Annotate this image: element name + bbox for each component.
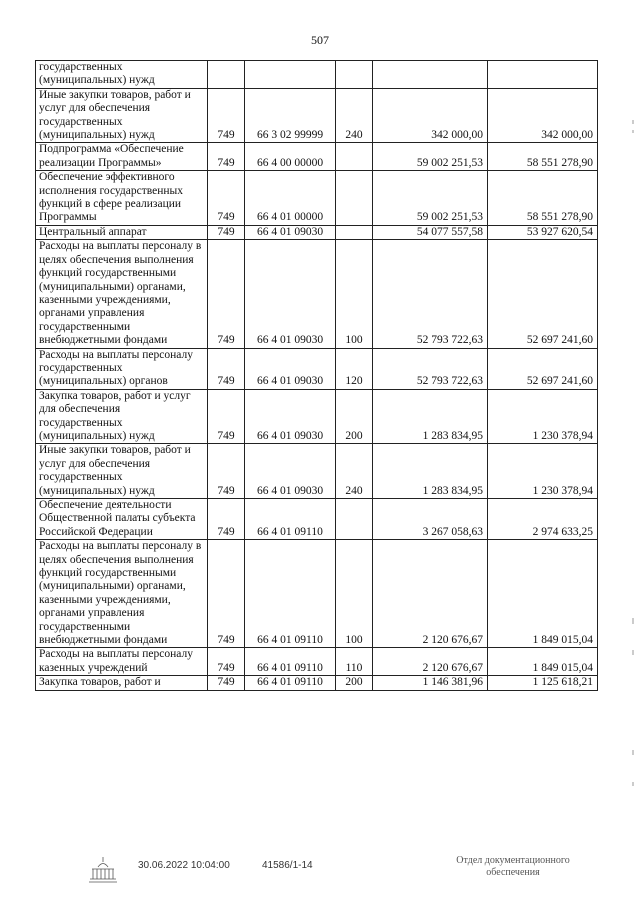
ministry-code: 749 bbox=[208, 143, 245, 171]
expense-type bbox=[336, 143, 373, 171]
expense-type bbox=[336, 499, 373, 540]
target-code: 66 4 00 00000 bbox=[245, 143, 336, 171]
row-name: Расходы на выплаты персоналу казенных учреждений bbox=[36, 648, 208, 676]
table-row bbox=[36, 88, 598, 143]
amount-planned: 52 793 722,63 bbox=[373, 240, 488, 348]
ministry-code: 749 bbox=[208, 444, 245, 499]
amount-executed: 52 697 241,60 bbox=[488, 348, 598, 389]
row-name: Подпрограмма «Обеспечение реализации Программы» bbox=[36, 143, 208, 171]
target-code: 66 4 01 09110 bbox=[245, 676, 336, 690]
amount-executed: 1 849 015,04 bbox=[488, 648, 598, 676]
amount-executed: 342 000,00 bbox=[488, 88, 598, 143]
ministry-code: 749 bbox=[208, 348, 245, 389]
amount-executed bbox=[488, 61, 598, 89]
ministry-code: 749 bbox=[208, 676, 245, 690]
target-code: 66 4 01 09030 bbox=[245, 240, 336, 348]
amount-planned: 52 793 722,63 bbox=[373, 348, 488, 389]
row-name: Центральный аппарат bbox=[36, 225, 208, 239]
amount-executed: 58 551 278,90 bbox=[488, 171, 598, 226]
amount-executed: 1 230 378,94 bbox=[488, 444, 598, 499]
amount-executed: 58 551 278,90 bbox=[488, 143, 598, 171]
amount-planned: 1 283 834,95 bbox=[373, 389, 488, 444]
ministry-code: 749 bbox=[208, 389, 245, 444]
target-code: 66 4 01 00000 bbox=[245, 171, 336, 226]
expense-type: 200 bbox=[336, 389, 373, 444]
target-code bbox=[245, 61, 336, 89]
expense-type bbox=[336, 171, 373, 226]
duma-building-logo-icon bbox=[88, 855, 118, 887]
amount-planned: 3 267 058,63 bbox=[373, 499, 488, 540]
target-code: 66 4 01 09030 bbox=[245, 225, 336, 239]
row-name: Расходы на выплаты персоналу государственных (муниципальных) органов bbox=[36, 348, 208, 389]
target-code: 66 4 01 09030 bbox=[245, 348, 336, 389]
row-name: Обеспечение эффективного исполнения государственных функций в сфере реализации Программы bbox=[36, 171, 208, 226]
row-name: Расходы на выплаты персоналу в целях обеспечения выполнения функций государственными (муниципальными) органами, казенными учреждениями, органами управления государственными внебюджетными фондами bbox=[36, 240, 208, 348]
scan-edge-marks bbox=[630, 110, 636, 810]
amount-planned: 342 000,00 bbox=[373, 88, 488, 143]
footer-datetime: 30.06.2022 10:04:00 bbox=[138, 860, 230, 871]
row-name: Иные закупки товаров, работ и услуг для обеспечения государственных (муниципальных) нужд bbox=[36, 444, 208, 499]
amount-executed: 53 927 620,54 bbox=[488, 225, 598, 239]
amount-planned: 1 146 381,96 bbox=[373, 676, 488, 690]
target-code: 66 4 01 09110 bbox=[245, 499, 336, 540]
row-name: Расходы на выплаты персоналу в целях обеспечения выполнения функций государственными (муниципальными) органами, казенными учреждениями, органами управления государственными внебюджетными фондами bbox=[36, 540, 208, 648]
table-row bbox=[36, 389, 598, 444]
table-row bbox=[36, 171, 598, 226]
expense-type: 110 bbox=[336, 648, 373, 676]
expense-type: 120 bbox=[336, 348, 373, 389]
target-code: 66 4 01 09030 bbox=[245, 444, 336, 499]
ministry-code: 749 bbox=[208, 88, 245, 143]
amount-planned: 59 002 251,53 bbox=[373, 143, 488, 171]
footer-doc-number: 41586/1-14 bbox=[262, 860, 313, 871]
table-row bbox=[36, 225, 598, 239]
target-code: 66 4 01 09110 bbox=[245, 540, 336, 648]
table-row bbox=[36, 499, 598, 540]
amount-planned: 2 120 676,67 bbox=[373, 540, 488, 648]
expense-type: 240 bbox=[336, 88, 373, 143]
ministry-code: 749 bbox=[208, 648, 245, 676]
amount-planned: 1 283 834,95 bbox=[373, 444, 488, 499]
amount-planned: 59 002 251,53 bbox=[373, 171, 488, 226]
table-row bbox=[36, 444, 598, 499]
table-body bbox=[36, 61, 598, 691]
expense-type: 100 bbox=[336, 540, 373, 648]
row-name: Закупка товаров, работ и bbox=[36, 676, 208, 690]
target-code: 66 3 02 99999 bbox=[245, 88, 336, 143]
expense-type: 100 bbox=[336, 240, 373, 348]
expense-type bbox=[336, 61, 373, 89]
table-row bbox=[36, 61, 598, 89]
amount-executed: 2 974 633,25 bbox=[488, 499, 598, 540]
amount-executed: 1 230 378,94 bbox=[488, 389, 598, 444]
table-row bbox=[36, 540, 598, 648]
table-row bbox=[36, 676, 598, 690]
ministry-code: 749 bbox=[208, 540, 245, 648]
expense-type bbox=[336, 225, 373, 239]
expense-type: 200 bbox=[336, 676, 373, 690]
amount-planned bbox=[373, 61, 488, 89]
page-number: 507 bbox=[311, 33, 329, 47]
ministry-code: 749 bbox=[208, 240, 245, 348]
ministry-code: 749 bbox=[208, 225, 245, 239]
row-name: государственных (муниципальных) нужд bbox=[36, 61, 208, 89]
footer-department: Отдел документационного обеспечения bbox=[456, 855, 570, 878]
amount-planned: 54 077 557,58 bbox=[373, 225, 488, 239]
amount-planned: 2 120 676,67 bbox=[373, 648, 488, 676]
table-row bbox=[36, 240, 598, 348]
ministry-code bbox=[208, 61, 245, 89]
row-name: Иные закупки товаров, работ и услуг для обеспечения государственных (муниципальных) нужд bbox=[36, 88, 208, 143]
ministry-code: 749 bbox=[208, 499, 245, 540]
table-row bbox=[36, 348, 598, 389]
amount-executed: 1 849 015,04 bbox=[488, 540, 598, 648]
row-name: Закупка товаров, работ и услуг для обеспечения государственных (муниципальных) нужд bbox=[36, 389, 208, 444]
table-row bbox=[36, 648, 598, 676]
table-row bbox=[36, 143, 598, 171]
target-code: 66 4 01 09030 bbox=[245, 389, 336, 444]
expense-type: 240 bbox=[336, 444, 373, 499]
budget-table bbox=[35, 60, 598, 691]
amount-executed: 1 125 618,21 bbox=[488, 676, 598, 690]
ministry-code: 749 bbox=[208, 171, 245, 226]
row-name: Обеспечение деятельности Общественной палаты субъекта Российской Федерации bbox=[36, 499, 208, 540]
target-code: 66 4 01 09110 bbox=[245, 648, 336, 676]
amount-executed: 52 697 241,60 bbox=[488, 240, 598, 348]
